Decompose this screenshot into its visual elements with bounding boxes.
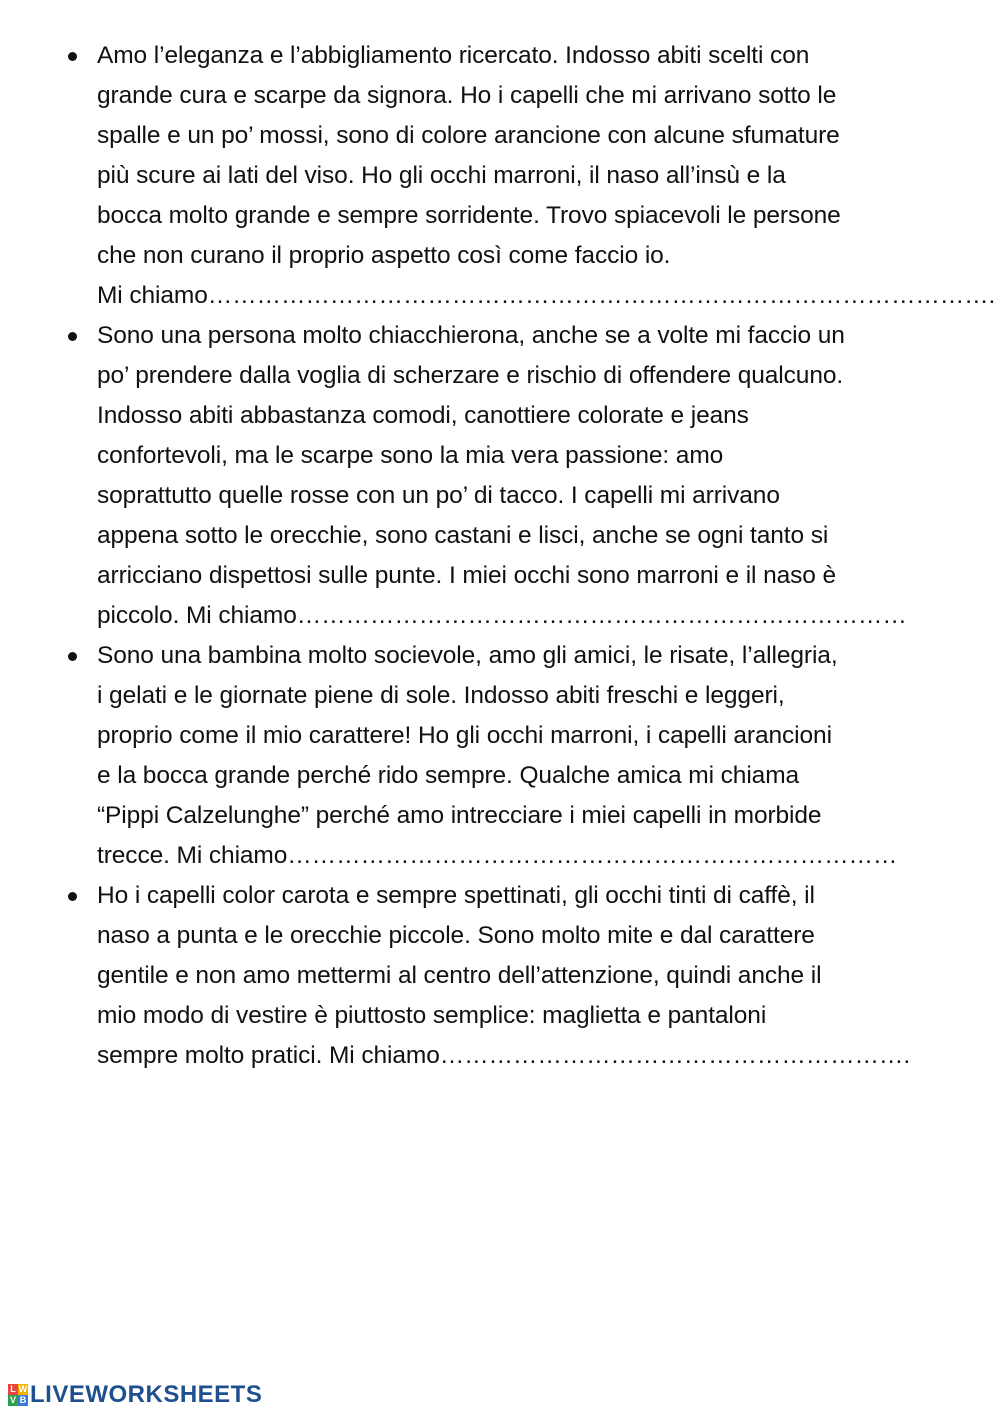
description-line: arricciano dispettosi sulle punte. I miei occhi sono marroni e il naso è (97, 562, 837, 589)
description-line: piccolo. Mi chiamo………………………………………………………………… (97, 602, 907, 629)
description-item (0, 876, 1000, 1076)
description-line: spalle e un po’ mossi, sono di colore arancione con alcune sfumature (97, 122, 840, 149)
description-item (0, 316, 1000, 636)
bullet-icon (68, 52, 77, 61)
description-line: po’ prendere dalla voglia di scherzare e rischio di offendere qualcuno. (97, 362, 844, 389)
description-line: “Pippi Calzelunghe” perché amo intrecciare i miei capelli in morbide (97, 802, 822, 829)
bullet-icon (68, 332, 77, 341)
logo-mark-tile: V (9, 1395, 16, 1405)
description-line: più scure ai lati del viso. Ho gli occhi marroni, il naso all’insù e la (97, 162, 786, 189)
description-line: Mi chiamo……………………………………………………………………………………. (97, 282, 996, 309)
description-line: appena sotto le orecchie, sono castani e lisci, anche se ogni tanto si (97, 522, 829, 549)
description-line: Sono una persona molto chiacchierona, anche se a volte mi faccio un (97, 322, 845, 349)
description-line: mio modo di vestire è piuttosto semplice: maglietta e pantaloni (97, 1002, 767, 1029)
description-line: sempre molto pratici. Mi chiamo…………………………………………………. (97, 1042, 911, 1069)
description-line: naso a punta e le orecchie piccole. Sono molto mite e dal carattere (97, 922, 815, 949)
description-line: gentile e non amo mettermi al centro dell’attenzione, quindi anche il (97, 962, 822, 989)
description-line: trecce. Mi chiamo………………………………………………………………… (97, 842, 898, 869)
description-list (0, 36, 1000, 1076)
liveworksheets-logo-mark-icon (8, 1384, 28, 1406)
description-line: Indosso abiti abbastanza comodi, canottiere colorate e jeans (97, 402, 749, 429)
description-line: e la bocca grande perché rido sempre. Qualche amica mi chiama (97, 762, 800, 789)
description-line: grande cura e scarpe da signora. Ho i capelli che mi arrivano sotto le (97, 82, 837, 109)
logo-text: LIVEWORKSHEETS (30, 1381, 263, 1408)
liveworksheets-logo (8, 1380, 262, 1410)
description-item (0, 36, 1000, 316)
description-line: confortevoli, ma le scarpe sono la mia vera passione: amo (97, 442, 724, 469)
description-line: Ho i capelli color carota e sempre spettinati, gli occhi tinti di caffè, il (97, 882, 815, 909)
description-line: Amo l’eleganza e l’abbigliamento ricercato. Indosso abiti scelti con (97, 42, 810, 69)
bullet-icon (68, 892, 77, 901)
bullet-icon (68, 652, 77, 661)
description-item (0, 636, 1000, 876)
logo-mark-tile: B (19, 1395, 27, 1405)
description-line: i gelati e le giornate piene di sole. Indosso abiti freschi e leggeri, (97, 682, 785, 709)
logo-mark-tile: L (8, 1384, 18, 1395)
description-line: proprio come il mio carattere! Ho gli occhi marroni, i capelli arancioni (97, 722, 832, 749)
logo-mark-tile: W (18, 1384, 28, 1394)
description-line: bocca molto grande e sempre sorridente. Trovo spiacevoli le persone (97, 202, 841, 229)
description-line: che non curano il proprio aspetto così come faccio io. (97, 242, 671, 269)
description-line: soprattutto quelle rosse con un po’ di tacco. I capelli mi arrivano (97, 482, 780, 509)
description-line: Sono una bambina molto socievole, amo gli amici, le risate, l’allegria, (97, 642, 838, 669)
